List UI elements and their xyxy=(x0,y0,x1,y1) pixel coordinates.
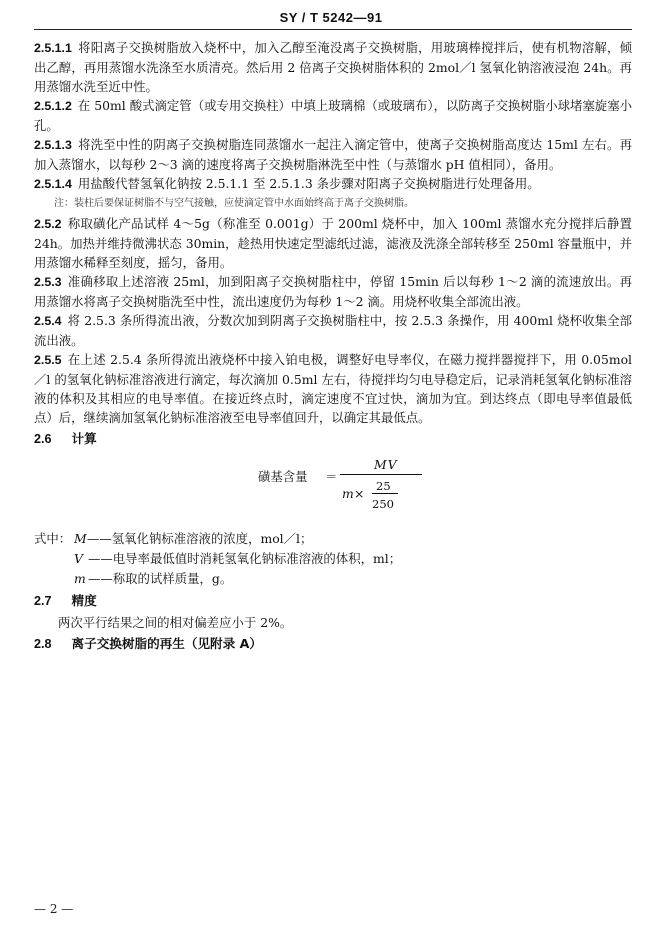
section-2-8-heading xyxy=(34,634,632,654)
paragraph-2-5-1-2 xyxy=(34,96,632,135)
definition-row xyxy=(34,529,632,549)
section-number: 2.8 xyxy=(34,637,52,651)
clause-number: 2.5.1.3 xyxy=(34,138,72,152)
section-2-7-heading xyxy=(34,591,632,611)
precision-text: 两次平行结果之间的相对偏差应小于 2%。 xyxy=(58,615,293,630)
section-number: 2.7 xyxy=(34,594,52,608)
paragraph-2-5-2 xyxy=(34,214,632,272)
formula-numerator: MV xyxy=(374,457,398,472)
definition-row xyxy=(34,569,632,589)
note: 注：装柱后要保证树脂不与空气接触，应使滴定管中水面始终高于离子交换树脂。 xyxy=(54,198,414,209)
clause-number: 2.5.5 xyxy=(34,353,62,367)
formula-equals: ＝ xyxy=(325,469,338,484)
clause-number: 2.5.4 xyxy=(34,314,62,328)
variable-symbol: m xyxy=(74,571,86,586)
paragraph-2-5-1-4 xyxy=(34,174,632,194)
clause-number: 2.5.3 xyxy=(34,275,62,289)
clause-text: 准确移取上述溶液 25ml，加到阳离子交换树脂柱中，停留 15min 后以每秒 1～2 滴的流速放出。再用蒸馏水将离子交换树脂洗至中性，流出速度仍为每秒 1～2 滴。用烧杯收集全部流出液。 xyxy=(34,274,632,309)
inner-fraction-numerator: 25 xyxy=(376,479,391,493)
variable-symbol: M xyxy=(74,531,87,546)
inner-fraction-bar xyxy=(372,493,398,494)
section-number: 2.6 xyxy=(34,432,52,446)
variable-definitions xyxy=(34,529,632,589)
section-title: 离子交换树脂的再生（见附录 A） xyxy=(71,636,262,651)
clause-number: 2.5.2 xyxy=(34,217,62,231)
paragraph-2-5-1-3 xyxy=(34,135,632,174)
variable-description: ——电导率最低值时消耗氢氧化钠标准溶液的体积，ml； xyxy=(88,551,402,566)
formula-m: m xyxy=(342,486,354,501)
clause-text: 将洗至中性的阴离子交换树脂连同蒸馏水一起注入滴定管中，使离子交换树脂高度达 15ml 左右。再加入蒸馏水，以每秒 2～3 滴的速度将离子交换树脂淋洗至中性（与蒸馏水 pH 值相同），备用。 xyxy=(34,137,632,172)
formula-label: 磺基含量 xyxy=(258,469,308,484)
clause-text: 将 2.5.3 条所得流出液，分数次加到阴离子交换树脂柱中，按 2.5.3 条操作，用 400ml 烧杯收集全部流出液。 xyxy=(34,313,632,348)
paragraph-2-5-3 xyxy=(34,272,632,311)
section-title: 精度 xyxy=(71,593,97,608)
page-number: — 2 — xyxy=(34,902,74,916)
section-2-6-heading xyxy=(34,429,632,449)
inner-fraction-denominator: 250 xyxy=(372,497,394,511)
formula xyxy=(34,455,632,525)
header-rule xyxy=(34,29,632,30)
where-lead: 式中： xyxy=(34,531,72,546)
section-title: 计算 xyxy=(71,431,97,446)
document-body xyxy=(34,38,632,656)
fraction-bar xyxy=(340,474,422,475)
clause-number: 2.5.1.4 xyxy=(34,177,72,191)
clause-text: 称取磺化产品试样 4～5g（称准至 0.001g）于 200ml 烧杯中，加入 100ml 蒸馏水充分搅拌后静置 24h。加热并维持微沸状态 30min，趁热用快速定型滤纸过滤，滤液及洗涤全部转移至 250ml 容量瓶中，并用蒸馏水稀释至刻度，摇匀，备用。 xyxy=(34,216,632,270)
definition-row xyxy=(34,549,632,569)
variable-description: ——氢氧化钠标准溶液的浓度，mol／l； xyxy=(87,531,313,546)
clause-text: 在 50ml 酸式滴定管（或专用交换柱）中填上玻璃棉（或玻璃布），以防离子交换树脂小球堵塞旋塞小孔。 xyxy=(34,98,632,133)
clause-number: 2.5.1.2 xyxy=(34,99,72,113)
variable-symbol: V xyxy=(74,551,83,566)
paragraph-2-5-1-1 xyxy=(34,38,632,96)
paragraph-2-5-5 xyxy=(34,350,632,427)
clause-text: 将阳离子交换树脂放入烧杯中，加入乙醇至淹没离子交换树脂，用玻璃棒搅拌后，使有机物溶解，倾出乙醇，再用蒸馏水洗涤至水质清亮。然后用 2 倍离子交换树脂体积的 2mol／l 氢氧化钠溶液浸泡 24h。再用蒸馏水洗至近中性。 xyxy=(34,40,632,94)
clause-number: 2.5.1.1 xyxy=(34,41,72,55)
formula-times: × xyxy=(354,486,365,501)
document-header: SY / T 5242—91 xyxy=(279,10,383,25)
paragraph-2-5-4 xyxy=(34,311,632,350)
clause-text: 在上述 2.5.4 条所得流出液烧杯中接入铂电极，调整好电导率仪，在磁力搅拌器搅拌下，用 0.05mol／l 的氢氧化钠标准溶液进行滴定，每次滴加 0.5ml 左右，待搅拌均匀电导稳定后，记录消耗氢氧化钠标准溶液的体积及其相应的电导率值。在接近终点时，滴定速度不宜过快，滴加为宜。到达终点（即电导率值最低点）后，继续滴加氢氧化钠标准溶液至电导率值回升，以确定其最低点。 xyxy=(34,352,632,425)
variable-description: ——称取的试样质量，g。 xyxy=(88,571,233,586)
clause-text: 用盐酸代替氢氧化钠按 2.5.1.1 至 2.5.1.3 条步骤对阳离子交换树脂进行处理备用。 xyxy=(77,176,540,191)
